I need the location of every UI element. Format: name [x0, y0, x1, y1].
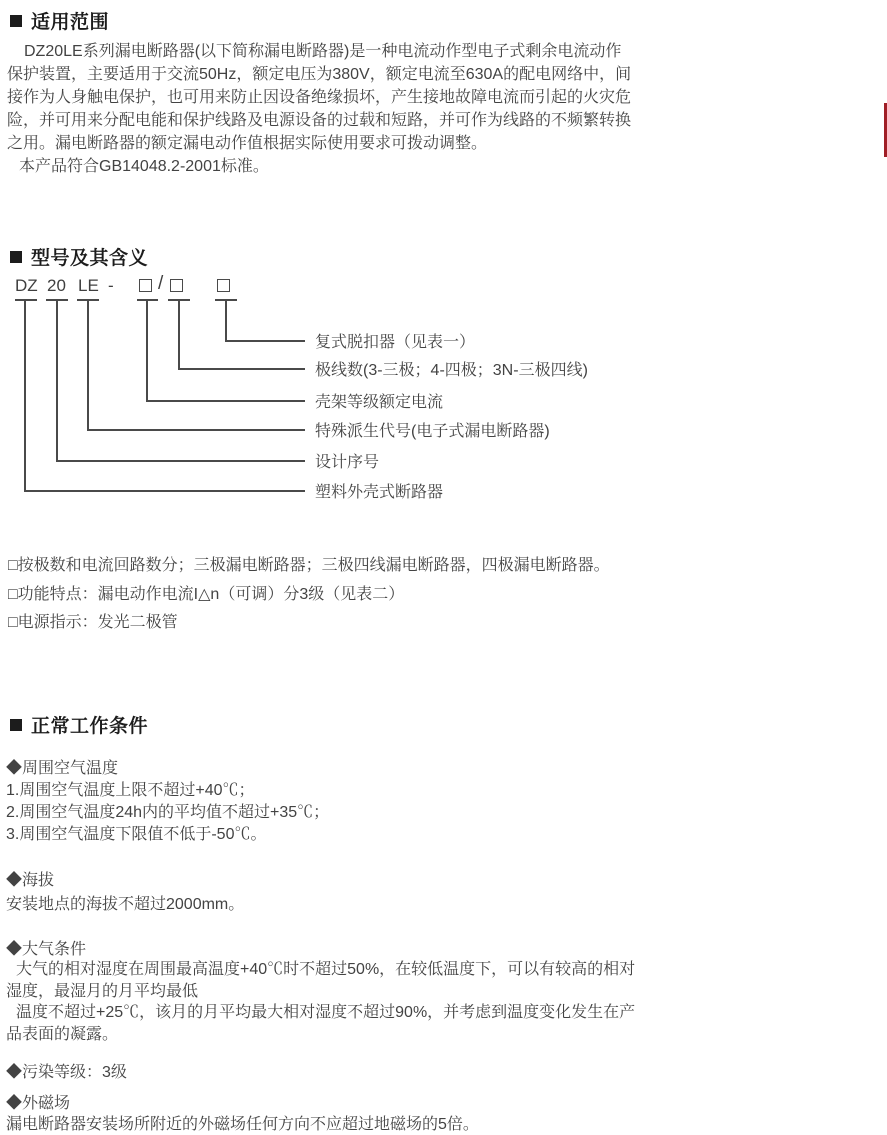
condition-text: 漏电断路器安装场所附近的外磁场任何方向不应超过地磁场的5倍。: [6, 1116, 479, 1133]
model-token-20: 20: [47, 276, 66, 295]
token-underline: [15, 299, 37, 301]
atmosphere-heading-block: [6, 936, 86, 959]
model-code-diagram: [0, 270, 720, 510]
paragraph-line: 接作为人身触电保护，也可用来防止因设备绝缘损坏，产生接地故障电流而引起的火灾危: [7, 89, 632, 106]
placeholder-box: [139, 279, 152, 292]
condition-heading: ◆海拔: [6, 872, 55, 889]
leader-line: [56, 300, 58, 460]
condition-heading: ◆污染等级：3级: [6, 1064, 127, 1081]
paragraph-line: 品表面的凝露。: [6, 1025, 119, 1043]
section-title-model: 型号及其含义: [31, 248, 149, 269]
leader-line: [146, 300, 148, 400]
leader-line: [87, 429, 305, 431]
model-label: 特殊派生代号(电子式漏电断路器): [315, 423, 550, 440]
model-label: 壳架等级额定电流: [315, 394, 444, 411]
model-token-le: LE: [78, 276, 99, 295]
section-header-conditions: [10, 711, 148, 738]
altitude-block: [6, 869, 244, 917]
leader-line: [225, 340, 305, 342]
condition-heading: ◆大气条件: [6, 941, 87, 958]
paragraph-line: 大气的相对湿度在周围最高温度+40℃时不超过50%，在较低温度下，可以有较高的相对: [16, 961, 636, 978]
paragraph-line: 险，并可用来分配电能和保护线路及电源设备的过载和短路，并可作为线路的不频繁转换: [7, 112, 632, 129]
note-line: □电源指示：发光二极管: [8, 614, 178, 631]
placeholder-box: [170, 279, 183, 292]
model-token-hyphen: -: [108, 276, 114, 295]
pollution-block: [6, 1059, 127, 1082]
leader-line: [87, 300, 89, 429]
section-header-model: [10, 243, 148, 270]
condition-item: 2.周围空气温度24h内的平均值不超过+35℃；: [6, 804, 330, 821]
leader-line: [178, 300, 180, 368]
atmosphere-paragraph: [6, 959, 635, 1045]
section-header-scope: [10, 7, 109, 34]
model-notes: [8, 552, 610, 638]
section-title-conditions: 正常工作条件: [31, 716, 149, 737]
condition-heading: ◆周围空气温度: [6, 760, 119, 777]
scope-paragraph: [7, 40, 631, 178]
section-bullet-icon: [10, 251, 22, 263]
condition-heading: ◆外磁场: [6, 1095, 71, 1112]
ambient-temperature-block: [6, 758, 329, 846]
condition-item: 3.周围空气温度下限值不低于-50℃。: [6, 826, 267, 843]
condition-text: 安装地点的海拔不超过2000mm。: [6, 896, 245, 913]
section-title-scope: 适用范围: [31, 12, 110, 33]
note-line: □按极数和电流回路数分；三极漏电断路器；三极四线漏电断路器，四极漏电断路器。: [8, 557, 610, 574]
condition-item: 1.周围空气温度上限不超过+40℃；: [6, 782, 255, 799]
paragraph-line: DZ20LE系列漏电断路器(以下简称漏电断路器)是一种电流动作型电子式剩余电流动作: [24, 43, 622, 60]
leader-line: [178, 368, 305, 370]
leader-line: [24, 300, 26, 490]
model-label: 极线数(3-三极；4-四极；3N-三极四线): [315, 362, 588, 379]
leader-line: [225, 300, 227, 340]
model-label: 塑料外壳式断路器: [315, 484, 444, 501]
paragraph-line: 温度不超过+25℃，该月的月平均最大相对湿度不超过90%，并考虑到温度变化发生在产: [16, 1004, 636, 1021]
standard-compliance-line: 本产品符合GB14048.2-2001标准。: [19, 158, 269, 175]
leader-line: [24, 490, 305, 492]
model-label: 复式脱扣器（见表一）: [315, 334, 476, 351]
section-bullet-icon: [10, 15, 22, 27]
leader-line: [56, 460, 305, 462]
section-bullet-icon: [10, 719, 22, 731]
paragraph-line: 保护装置，主要适用于交流50Hz，额定电压为380V，额定电流至630A的配电网络中，间: [7, 66, 632, 83]
magnetic-field-block: [6, 1093, 479, 1135]
model-token-dz: DZ: [15, 276, 38, 295]
model-token-slash: /: [158, 273, 164, 294]
note-line: □功能特点：漏电动作电流I△n（可调）分3级（见表二）: [8, 585, 405, 603]
placeholder-box: [217, 279, 230, 292]
paragraph-line: 之用。漏电断路器的额定漏电动作值根据实际使用要求可拨动调整。: [7, 135, 488, 152]
leader-line: [146, 400, 305, 402]
model-label: 设计序号: [315, 454, 380, 471]
paragraph-line: 湿度，最湿月的月平均最低: [6, 982, 199, 1000]
